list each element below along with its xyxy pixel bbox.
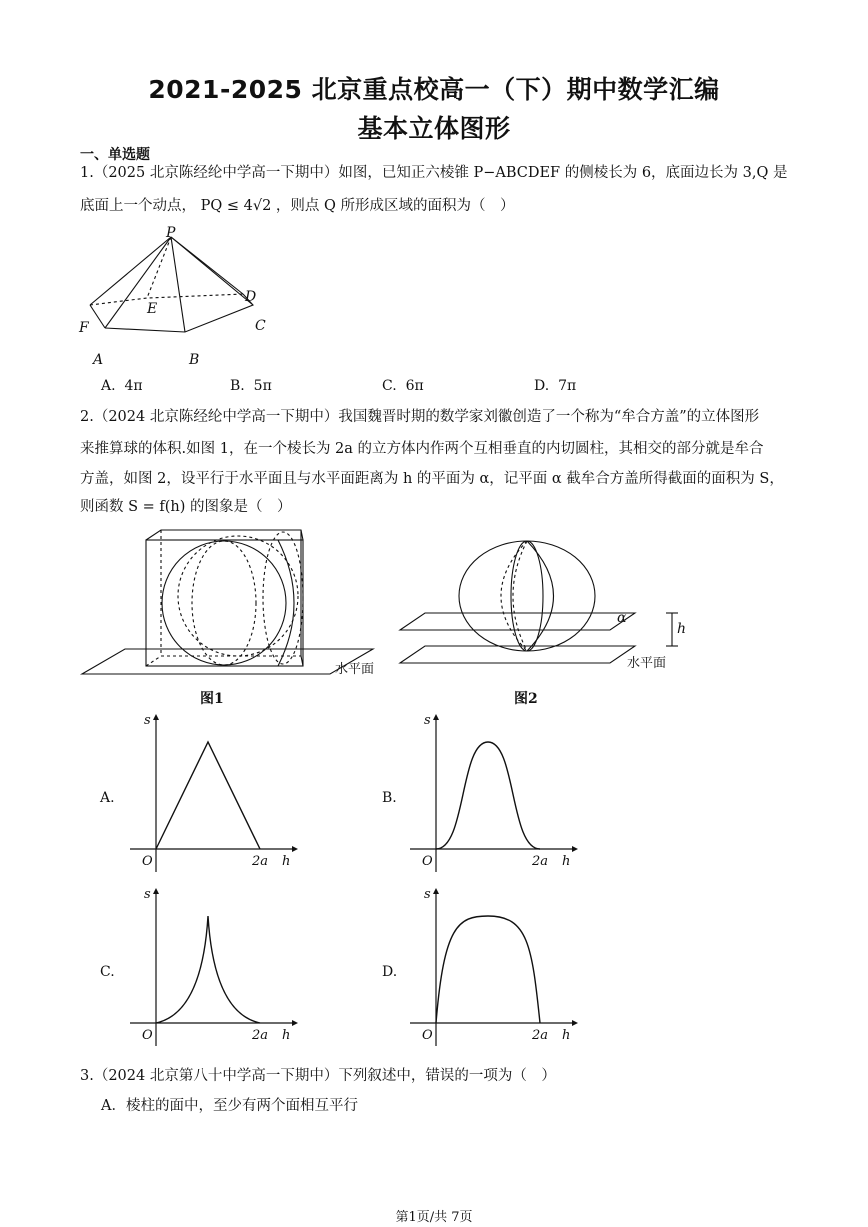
- x-axis-label: h: [282, 854, 291, 869]
- q2-option-d-key[interactable]: D.: [382, 964, 398, 980]
- h-label: h: [677, 621, 687, 637]
- tick-2a-label: 2a: [252, 1028, 269, 1043]
- fig1-plane-label: 水平面: [335, 662, 375, 677]
- figure-2-caption: 图2: [514, 691, 538, 707]
- section-heading: 一、单选题: [80, 147, 150, 163]
- label-E: E: [147, 301, 158, 317]
- tick-2a-label: 2a: [532, 1028, 549, 1043]
- q2-option-c-key[interactable]: C.: [100, 964, 115, 980]
- label-B: B: [189, 352, 200, 368]
- q1-stem-line2: 底面上一个动点， PQ ≤ 4√2 ，则点 Q 所形成区域的面积为（ ）: [80, 198, 515, 214]
- curve-arch: [436, 916, 540, 1023]
- page-subtitle: 基本立体图形: [357, 114, 511, 143]
- x-axis-label: h: [562, 1028, 571, 1043]
- edge-AF: [90, 305, 105, 328]
- origin-label: O: [142, 1028, 153, 1043]
- q2-option-d-graph[interactable]: [402, 886, 582, 1046]
- y-arrow: [153, 714, 159, 720]
- alpha-label: α: [617, 610, 627, 626]
- fig2-plane-label: 水平面: [627, 656, 667, 671]
- x-axis-label: h: [562, 854, 571, 869]
- label-C: C: [255, 318, 266, 334]
- label-A: A: [93, 352, 104, 368]
- page-title: 2021-2025 北京重点校高一（下）期中数学汇编: [148, 75, 720, 104]
- q3-option-a[interactable]: A．棱柱的面中，至少有两个面相互平行: [101, 1098, 358, 1114]
- tick-2a-label: 2a: [252, 854, 269, 869]
- q2-option-b-key[interactable]: B.: [382, 790, 397, 806]
- x-arrow: [292, 1020, 298, 1026]
- y-axis-label: s: [424, 887, 431, 902]
- hexagonal-pyramid-figure: [75, 222, 285, 372]
- x-arrow: [292, 846, 298, 852]
- q2-option-a-key[interactable]: A.: [100, 790, 115, 806]
- origin-label: O: [422, 1028, 433, 1043]
- label-D: D: [245, 289, 257, 305]
- q2-option-b-graph[interactable]: [402, 712, 582, 872]
- q1-option-d[interactable]: D. 7π: [534, 378, 577, 394]
- x-arrow: [572, 1020, 578, 1026]
- curve-triangle: [156, 742, 260, 849]
- figure-2-solid: [395, 536, 695, 676]
- edge-ABC: [105, 294, 253, 332]
- figure-1-caption: 图1: [200, 691, 224, 707]
- page-footer: 第1页/共 7页: [395, 1210, 473, 1225]
- y-axis-label: s: [144, 887, 151, 902]
- x-axis-label: h: [282, 1028, 291, 1043]
- y-axis-label: s: [144, 713, 151, 728]
- y-arrow: [433, 714, 439, 720]
- figure-1-cube: [78, 524, 398, 684]
- y-arrow: [153, 888, 159, 894]
- q2-option-a-graph[interactable]: [122, 712, 302, 872]
- q2-stem-line1: 2.（2024 北京陈经纶中学高一下期中）我国魏晋时期的数学家刘徽创造了一个称为“牟合方盖”的立体图形: [80, 409, 760, 425]
- q2-stem-line3: 方盖，如图 2，设平行于水平面且与水平面距离为 h 的平面为 α，记平面 α 截牟合方盖所得截面的面积为 S，: [80, 471, 784, 487]
- q2-option-c-graph[interactable]: [122, 886, 302, 1046]
- y-arrow: [433, 888, 439, 894]
- curve-bell: [436, 742, 540, 849]
- q3-stem: 3.（2024 北京第八十中学高一下期中）下列叙述中，错误的一项为（ ）: [80, 1068, 556, 1084]
- label-F: F: [79, 320, 89, 336]
- origin-label: O: [422, 854, 433, 869]
- curve-cusp: [156, 916, 260, 1023]
- q1-option-c[interactable]: C. 6π: [382, 378, 424, 394]
- y-axis-label: s: [424, 713, 431, 728]
- tick-2a-label: 2a: [532, 854, 549, 869]
- q1-stem-line1: 1.（2025 北京陈经纶中学高一下期中）如图，已知正六棱锥 P−ABCDEF 的侧棱长为 6，底面边长为 3,Q 是: [80, 165, 788, 181]
- label-P: P: [166, 225, 176, 241]
- horizontal-plane: [82, 649, 373, 674]
- edge-FED: [90, 294, 243, 305]
- q1-option-a[interactable]: A. 4π: [101, 378, 143, 394]
- x-arrow: [572, 846, 578, 852]
- q1-option-b[interactable]: B. 5π: [230, 378, 272, 394]
- origin-label: O: [142, 854, 153, 869]
- q2-stem-line2: 来推算球的体积.如图 1，在一个棱长为 2a 的立方体内作两个互相垂直的内切圆柱，其相交的部分就是牟合: [80, 441, 764, 457]
- q2-stem-line4: 则函数 S = f(h) 的图象是（ ）: [80, 499, 292, 515]
